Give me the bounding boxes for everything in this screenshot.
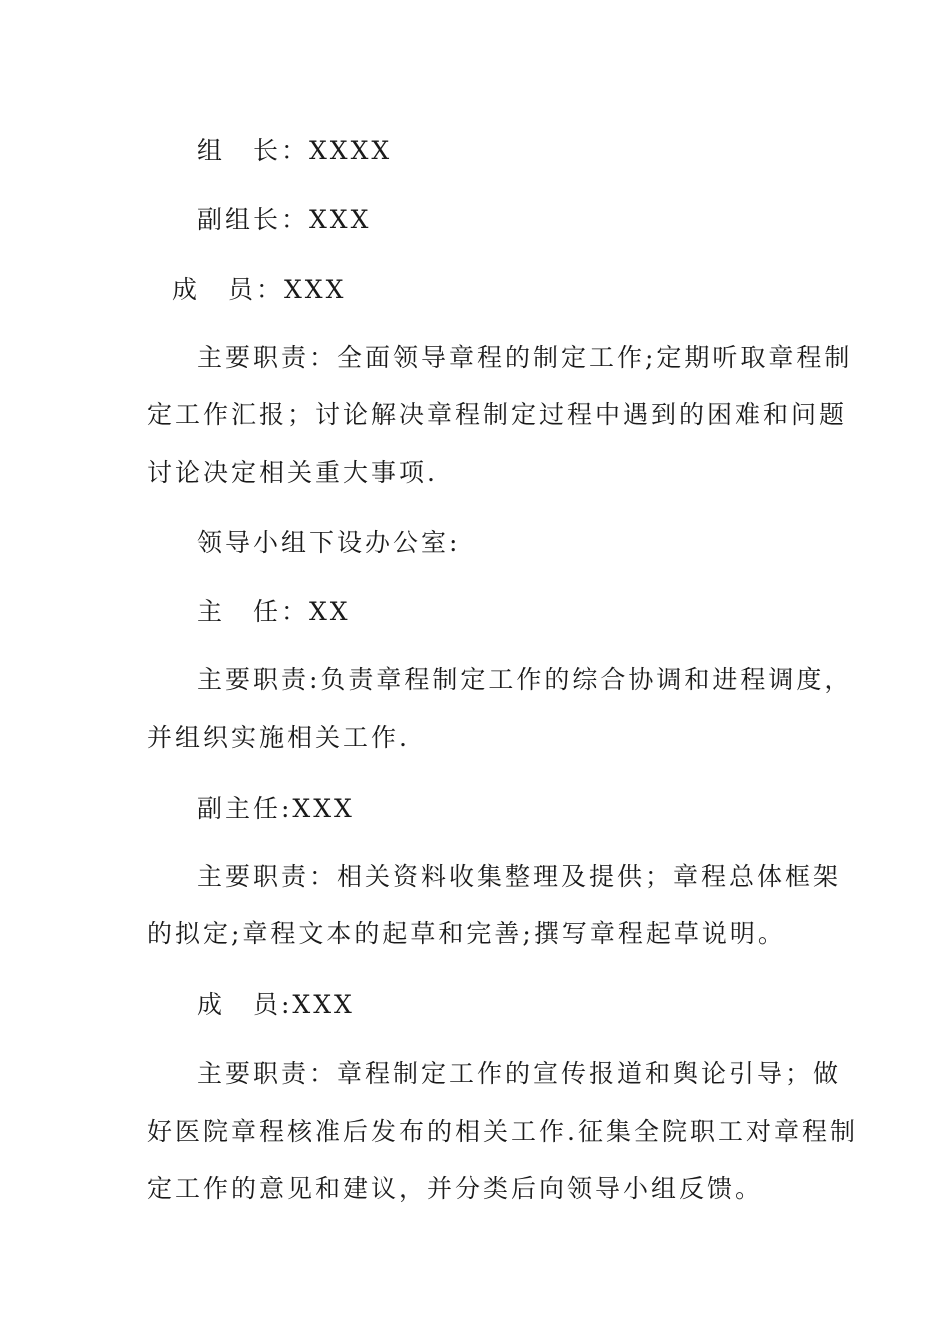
office-members-line: 成 员:XXX <box>197 990 355 1019</box>
responsibility-paragraph-2-line-2: 并组织实施相关工作. <box>147 723 410 752</box>
responsibility-paragraph-4-line-2: 好医院章程核准后发布的相关工作.征集全院职工对章程制 <box>147 1117 858 1146</box>
members-line: 成 员：XXX <box>172 275 347 304</box>
deputy-leader-line: 副组长：XXX <box>197 205 372 234</box>
deputy-director-line: 副主任:XXX <box>197 794 355 823</box>
leader-line: 组 长：XXXX <box>197 136 393 165</box>
responsibility-paragraph-4-line-3: 定工作的意见和建议，并分类后向领导小组反馈。 <box>147 1174 764 1203</box>
office-heading: 领导小组下设办公室: <box>197 528 461 557</box>
responsibility-paragraph-1-line-2: 定工作汇报；讨论解决章程制定过程中遇到的困难和问题 <box>147 400 848 429</box>
responsibility-paragraph-3-line-2: 的拟定;章程文本的起草和完善;撰写章程起草说明。 <box>147 919 786 948</box>
responsibility-paragraph-1-line-3: 讨论决定相关重大事项. <box>147 458 438 487</box>
responsibility-paragraph-3-line-1: 主要职责：相关资料收集整理及提供；章程总体框架 <box>197 862 842 891</box>
responsibility-paragraph-4-line-1: 主要职责：章程制定工作的宣传报道和舆论引导；做 <box>197 1059 842 1088</box>
director-line: 主 任：XX <box>197 597 351 626</box>
responsibility-paragraph-1-line-1: 主要职责：全面领导章程的制定工作;定期听取章程制 <box>197 343 853 372</box>
responsibility-paragraph-2-line-1: 主要职责:负责章程制定工作的综合协调和进程调度， <box>197 665 853 694</box>
